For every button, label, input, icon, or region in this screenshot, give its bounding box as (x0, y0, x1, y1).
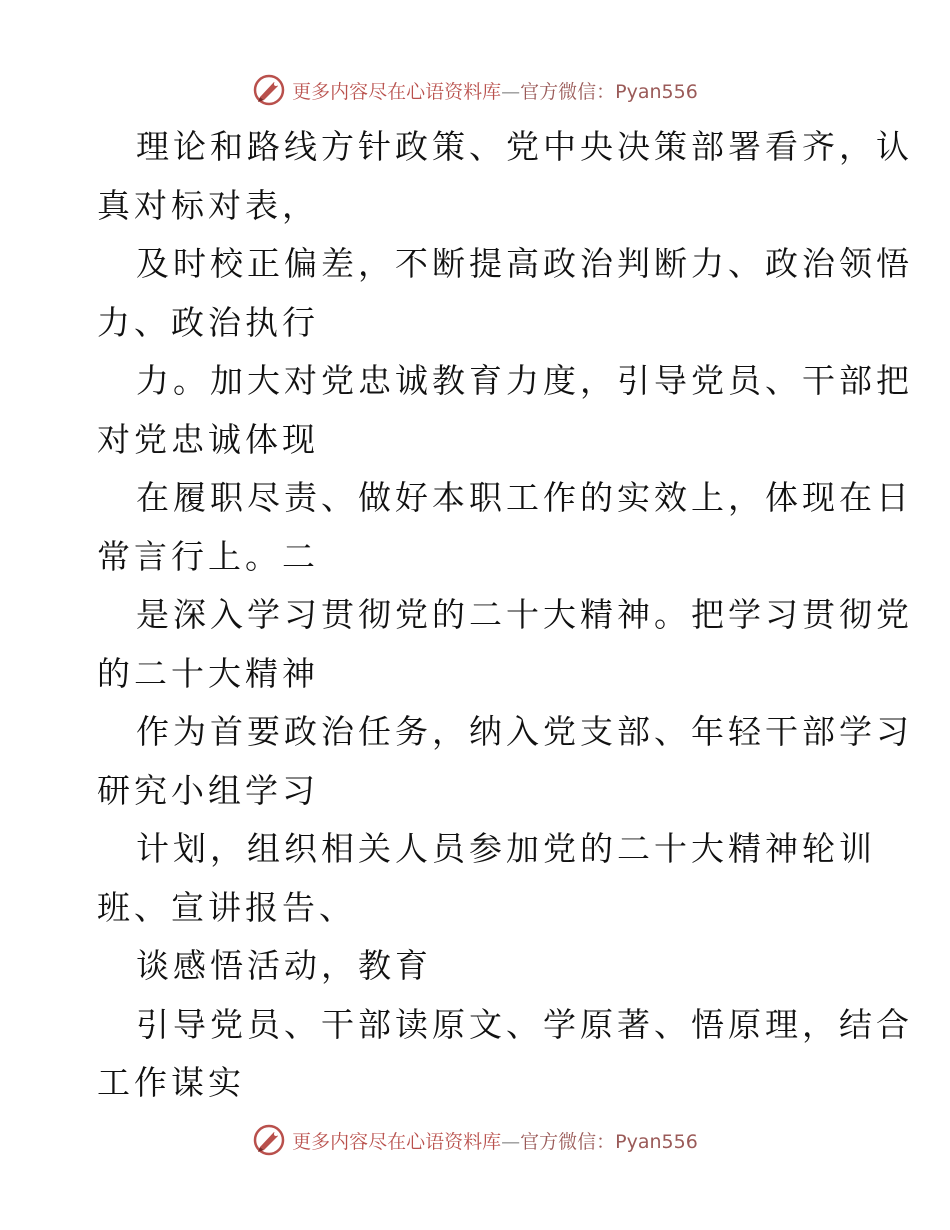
footer-watermark (0, 1120, 950, 1160)
watermark-text: 更多内容尽在心语资料库 (292, 1130, 502, 1153)
text-line: 的二十大精神 (97, 653, 319, 693)
text-line: 力、政治执行 (97, 302, 319, 342)
text-line: 理论和路线方针政策、党中央决策部署看齐，认 (136, 127, 913, 166)
watermark-wechat: 官方微信：Pyan556 (520, 1130, 698, 1153)
text-line: 常言行上。二 (97, 536, 319, 576)
text-line: 是深入学习贯彻党的二十大精神。把学习贯彻党 (136, 595, 913, 634)
text-line: 真对标对表， (97, 185, 319, 225)
text-line: 力。加大对党忠诚教育力度，引导党员、干部把 (136, 361, 913, 400)
text-line: 作为首要政治任务，纳入党支部、年轻干部学习 (136, 712, 913, 751)
watermark-separator: — (501, 1130, 521, 1153)
text-line: 谈感悟活动，教育 (136, 946, 432, 985)
text-line: 计划，组织相关人员参加党的二十大精神轮训 (136, 829, 876, 868)
text-line: 及时校正偏差，不断提高政治判断力、政治领悟 (136, 244, 913, 283)
header-watermark (0, 70, 950, 110)
pen-logo-icon (252, 73, 286, 107)
document-body (97, 118, 913, 1113)
watermark-wechat: 官方微信：Pyan556 (520, 80, 698, 103)
watermark-separator: — (501, 80, 521, 103)
text-line: 对党忠诚体现 (97, 419, 319, 459)
text-line: 在履职尽责、做好本职工作的实效上，体现在日 (136, 478, 913, 517)
text-line: 引导党员、干部读原文、学原著、悟原理，结合 (136, 1004, 913, 1044)
watermark-text: 更多内容尽在心语资料库 (292, 80, 502, 103)
text-line: 工作谋实 (97, 1063, 245, 1102)
pen-logo-icon (252, 1123, 286, 1157)
text-line: 班、宣讲报告、 (97, 887, 356, 927)
text-line: 研究小组学习 (97, 770, 319, 810)
